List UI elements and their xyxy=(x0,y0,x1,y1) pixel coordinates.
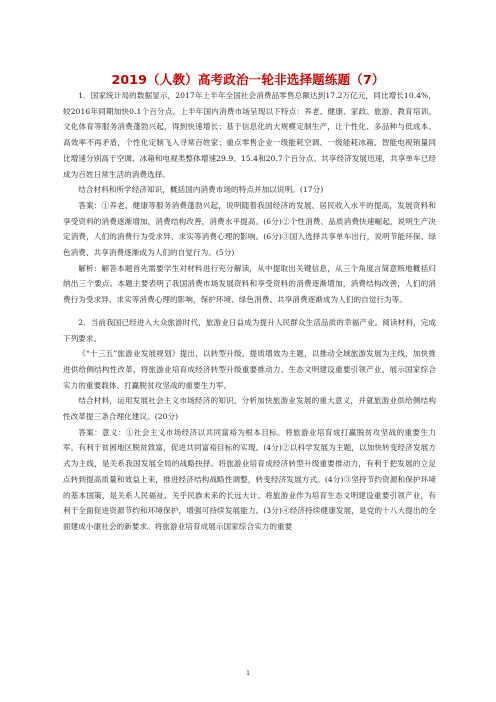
question-2-answer: 答案：意义：①社会主义市场经济以共同富裕为根本目标。将旅游业培育成打赢脱贫攻坚战的重要生力军，有利于贫困地区脱贫致富，促进共同富裕目标的实现。(4分)②以科学发展为主题，以加快转变经济发展方式为主线，是关系我国发展全局的战略抉择。将旅游业培育成经济转型升级重要推动力，有利于把发展的立足点转到提高质量和效益上来，推进经济结构战略性调整，转变经济发展方式。(4分)③坚持节约资源和保护环境的基本国策，是关系人民福祉、关乎民族未来的长远大计。将旅游业作为培育生态文明建设重要引领产业，有利于全面促进资源节约和环境保护，增强可持续发展能力。(3分)④经济持续健康发展，是党的十八大提出的全面建成小康社会的新要求。将旅游业培育成展示国家综合实力的重要 xyxy=(63,427,436,531)
question-1-material: 1．国家统计局的数据显示，2017年上半年全国社会消费品零售总额达到17.2万亿元，同比增长10.4%，较2016年同期加快0.1个百分点。上半年国内消费市场呈现以下特点：养老、健康、家政、旅游、教育培训、文化体育等服务消费蓬勃兴起，得到快速增长；基于信息化的大规模定制生产，让个性化、多品种与低成本、高效率不再矛盾，个性化定制飞入寻常百姓家；重点零售企业一级能耗空调、一级能耗冰箱、智能电视销量同比增速分别高于空调、冰箱和电视类整体增速29.9、15.4和20.7个百分点。共享经济发展迅速，共享单车已经成为百姓日常生活的消费选择。 xyxy=(63,91,436,179)
question-1-prompt: 结合材料和所学经济知识，概括国内消费市场的特点并加以说明。(17分) xyxy=(78,185,324,195)
document-title: 2019（人教）高考政治一轮非选择题练题（7） xyxy=(111,72,385,87)
paragraph-gap xyxy=(63,308,436,315)
question-2-intro: 2．当前我国已经进入大众旅游时代，旅游业日益成为提升人民群众生活品质的幸福产业。阅读材料，完成下列要求。 xyxy=(63,317,436,343)
document-body xyxy=(63,88,436,535)
question-1-answer: 答案：①养老、健康等服务消费蓬勃兴起，说明随着我国经济的发展、居民收入水平的提高，发展资料和享受资料的消费逐渐增加，消费结构改善，消费水平提高。(6分)②个性消费、品质消费快速崛起，说明生产决定消费，人们的消费行为受求异、求实等消费心理的影响。(6分)③国人选择共享单车出行，说明节能环保、绿色消费、共享消费逐渐成为人们的自觉行为。(5分) xyxy=(63,200,436,258)
question-2-prompt: 结合材料，运用发展社会主义市场经济的知识，分析加快旅游业发展的重大意义，并就旅游业供给侧结构性改革提三条合理化建议。(20分) xyxy=(63,396,436,422)
page-number: 1 xyxy=(246,670,250,677)
question-2-material: 《“十三五”旅游业发展规划》提出，以转型升级、提质增效为主题，以推动全域旅游发展为主线，加快推进供给侧结构性改革，将旅游业培育成经济转型升级重要推动力、生态文明建设重要引领产业、展示国家综合实力的重要载体、打赢脱贫攻坚战的重要生力军。 xyxy=(63,349,436,390)
question-1-analysis: 解析：解答本题首先需要学生对材料进行充分解读，从中提取出关键信息，从三个角度言简意赅地概括归纳出三个要点。本题主要表明了我国消费市场发展资料和享受资料的消费逐渐增加，消费结构改善，人们的消费行为受求异、求实等消费心理的影响，保护环境、绿色消费、共享消费逐渐成为人们的自觉行为等。 xyxy=(63,263,436,305)
